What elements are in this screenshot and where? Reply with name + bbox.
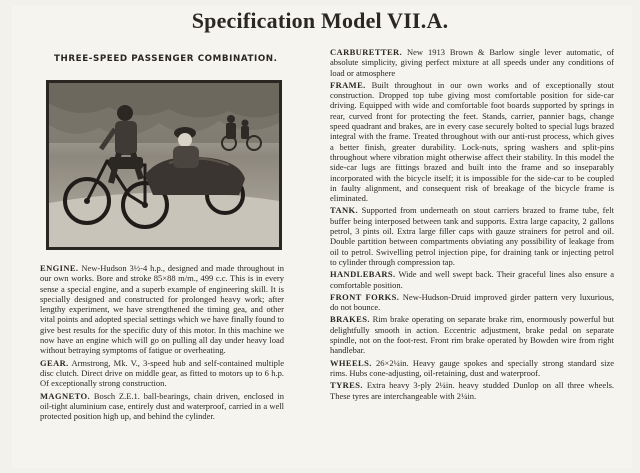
spec-text: Bosch Z.E.1. ball-bearings, chain driven, enclosed in oil-tight aluminium case, entirely dust and waterproof, carried in a well protected position high up, and behind the cylinder. xyxy=(40,390,285,422)
spec-carburetter xyxy=(330,47,614,78)
spec-text: Armstrong, Mk. V., 3-speed hub and self-contained multiple disc clutch. Direct drive on middle gear, as fitted to motors up to 6 h.p. Of exceptionally strong construction. xyxy=(40,357,284,389)
spec-tank xyxy=(330,205,614,267)
spec-text: Wide and well swept back. Their graceful lines also ensure a comfortable position. xyxy=(330,269,614,290)
photo-caption: THREE-SPEED PASSENGER COMBINATION. xyxy=(54,54,278,64)
spec-front-forks xyxy=(330,292,614,313)
spec-label: HANDLEBARS. xyxy=(330,269,396,280)
spec-text: Built throughout in our own works and of exceptionally stout construction. Dropped top tube giving most comfortable position for side-car driving. Equipped with wide and comfortable foot boards supported by springs in rear, curved front for protecting the feet. Stands, carrier, pannier bags, change speed quadrant and brakes, are in every case securely bolted to special lugs brazed integral with the frame. Treated throughout with our anti-rust process, which gives a better finish, greater durability. Lock-nuts, spring washers and split-pins throughout where vibration might otherwise affect their stability. In this model the side-car lugs are fittings brazed and built into the frame and so inseparably incorporated with the bicycle itself; it is impossible for the side-car to be coupled in faulty alignment, and consequent risk of breakage of the bicycle frame is eliminated. xyxy=(330,79,615,204)
spec-label: TANK. xyxy=(330,205,359,216)
spec-label: CARBURETTER. xyxy=(330,47,403,57)
spec-label: FRONT FORKS. xyxy=(330,291,400,302)
right-column xyxy=(330,47,614,403)
spec-label: GEAR. xyxy=(40,357,69,368)
spec-text: Rim brake operating on separate brake rim, enormously powerful but delightfully smooth in action. Eccentric adjustment, brake pedal on separate spindle, not on the foot-rest. Front rim brake operated by Bowden wire from right handlebar. xyxy=(330,314,614,356)
spec-engine xyxy=(40,263,284,356)
spec-text: New 1913 Brown & Barlow single lever automatic, of absolute simplicity, giving perfect mixture at all speeds under any conditions of load or atmosphere xyxy=(330,47,615,78)
spec-tyres xyxy=(330,380,614,401)
spec-label: MAGNETO. xyxy=(40,390,91,401)
spec-label: FRAME. xyxy=(330,79,366,90)
spec-magneto xyxy=(40,391,284,422)
spec-gear xyxy=(40,358,284,389)
sidecar-illustration xyxy=(49,83,279,247)
spec-text: Extra heavy 3-ply 2¼in. heavy studded Dunlop on all three wheels. These tyres are interchangeable with 2¼in. xyxy=(330,380,615,401)
spec-brakes xyxy=(330,314,614,355)
left-column xyxy=(40,263,284,423)
spec-label: BRAKES. xyxy=(330,314,370,325)
spec-label: WHEELS. xyxy=(330,357,372,368)
spec-text: 26×2¼in. Heavy gauge spokes and specially strong standard size rims. Hubs cone-adjusting, oil-retaining, dust and waterproof. xyxy=(330,357,614,378)
spec-text: Supported from underneath on stout carriers brazed to frame tube, felt buffer being interposed between tank and supports. Extra large capacity, 2 gallons petrol, 3 pints oil. Extra large filler caps with gauze strainers for petrol and oil. Double partition between compartments obviating any possibility of leakage from oil to petrol. Swivelling petrol injection pipe, for draining tank or injecting petrol to cylinder through compression tap. xyxy=(330,205,615,267)
page-title: Specification Model VII.A. xyxy=(191,8,449,33)
spec-text: New-Hudson 3½-4 h.p., designed and made throughout in our own works. Bore and stroke 85×88 m/m., 499 c.c. This is in every sense a special engine, and a superb example of engineering skill. It is specially designed and constructed for prolonged heavy work; after lengthy experiment, we have strengthened the timing gea, and other vital points and adopted special settings which we have finally found to give best results for the specific duty of this motor. In this machine we now have an engine which will go on pulling all day under heavy load without betraying symptoms of fatigue or overheating. xyxy=(40,263,285,356)
spec-text: New-Hudson-Druid improved girder pattern very luxurious, do not bounce. xyxy=(330,291,614,313)
spec-label: ENGINE. xyxy=(40,263,79,273)
spec-frame xyxy=(330,80,614,204)
spec-wheels xyxy=(330,358,614,379)
spec-handlebars xyxy=(330,269,614,290)
sidecar-photo xyxy=(46,80,282,250)
spec-label: TYRES. xyxy=(330,380,363,391)
